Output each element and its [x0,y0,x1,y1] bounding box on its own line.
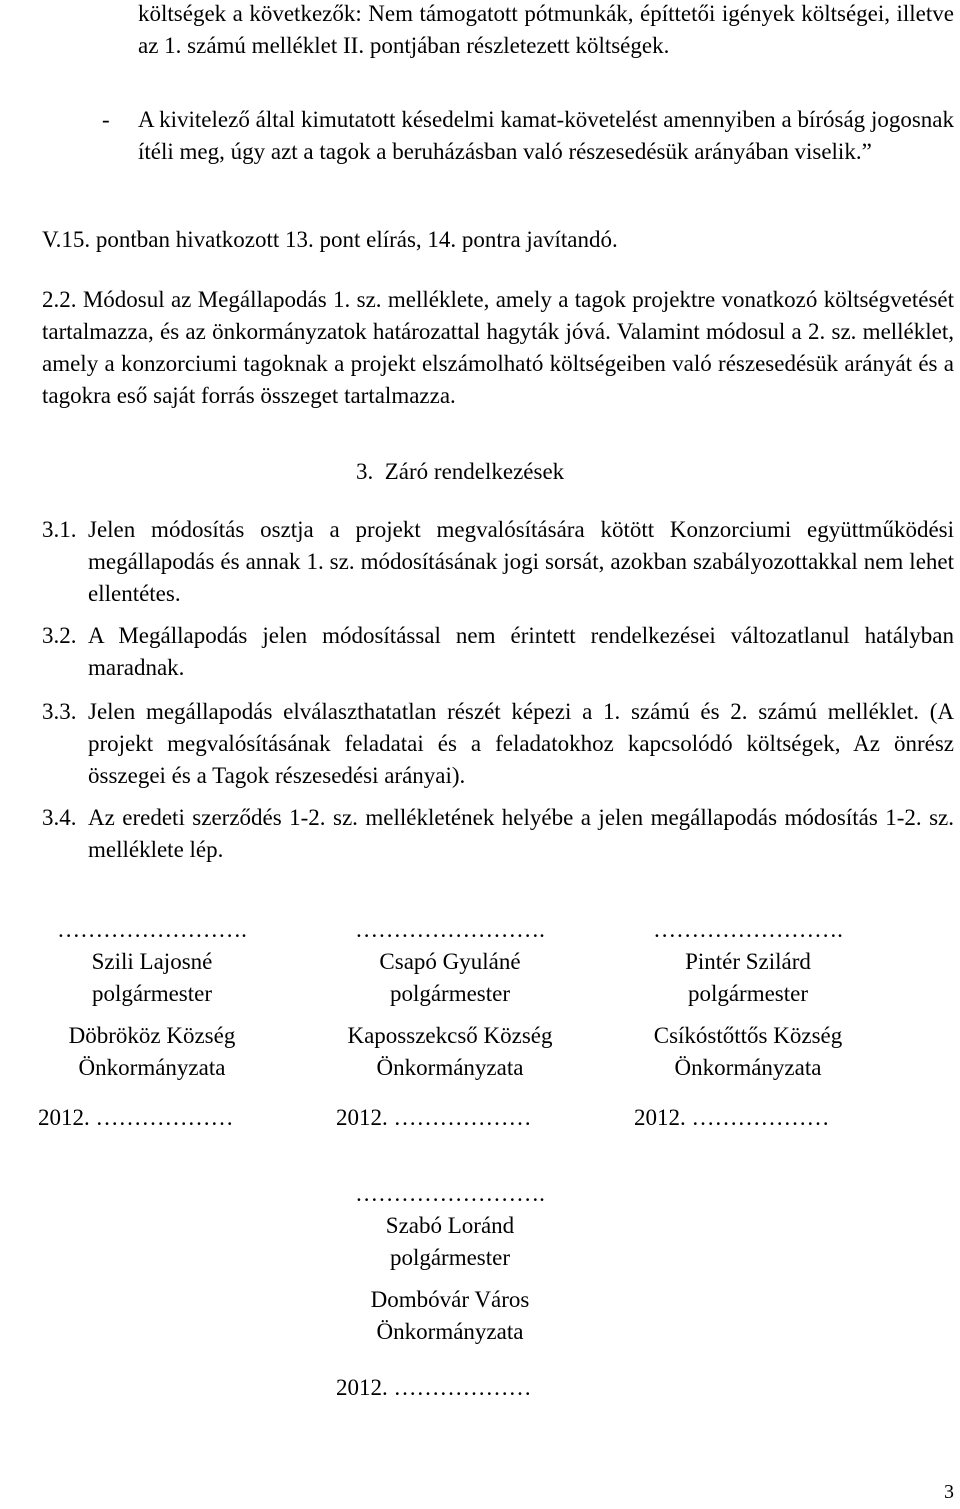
clause-3-4 [0,802,960,862]
signatory-title: polgármester [389,981,511,1006]
clause-number: 3.1. [42,517,77,542]
signatory-org-suffix: Önkormányzata [376,1055,524,1080]
signature-line: ……………………. [57,917,247,942]
signatory-org-suffix: Önkormányzata [674,1055,822,1080]
clause-number: 3.4. [42,805,77,830]
signatory-title: polgármester [91,981,213,1006]
section-2-2-paragraph: 2.2. Módosul az Megállapodás 1. sz. melléklete, amely a tagok projektre vonatkozó költségvetését tartalmazza, és az önkormányzatok határozattal hagyták jóvá. Valamint módosul a 2. sz. melléklet, amely a konzorciumi tagoknak a projekt elszámolható költségeiben való részesedésük arányát és a tagokra eső saját forrás összeget tartalmazza. [42,287,954,408]
signatory-org: Csíkóstőttős Község [653,1023,843,1048]
signatory-title: polgármester [687,981,809,1006]
signature-line: ……………………. [653,917,843,942]
signature-line: ……………………. [355,1181,545,1206]
signature-block-csikostottos [598,914,898,1084]
bullet-dash: - [102,107,110,132]
clause-number: 3.2. [42,623,77,648]
clause-text: Az eredeti szerződés 1-2. sz. mellékletének helyébe a jelen megállapodás módosítás 1-2. sz. melléklete lép. [88,805,954,862]
signatory-org: Kaposszekcső Község [347,1023,553,1048]
clause-3-3 [0,696,960,788]
signatory-org-suffix: Önkormányzata [78,1055,226,1080]
signature-block-kaposszekcso [300,914,600,1084]
page-number: 3 [944,1481,954,1503]
signatory-name: Szabó Loránd [385,1213,515,1238]
correction-line: V.15. pontban hivatkozott 13. pont elírás, 14. pontra javítandó. [42,227,618,252]
clause-3-2 [0,620,960,680]
clause-text: Jelen módosítás osztja a projekt megvalósítására kötött Konzorciumi együttműködési megállapodás és annak 1. sz. módosításának jogi sorsát, azokban szabályozottakkal nem lehet ellentétes. [88,517,954,606]
signatory-name: Pintér Szilárd [685,949,811,974]
clause-text: Jelen megállapodás elválaszthatatlan részét képezi a 1. számú és 2. számú melléklet. (A projekt megvalósításának feladatai és a feladatokhoz kapcsolódó költségek, Az önrész összegei és a Tagok részesedési arányai). [88,699,954,788]
clause-3-1 [0,514,960,606]
date-line: 2012. ……………… [38,1105,234,1130]
clause-number: 3.3. [42,699,77,724]
signatory-name: Csapó Gyuláné [379,949,521,974]
signature-line: ……………………. [355,917,545,942]
clause-text: A Megállapodás jelen módosítással nem érintett rendelkezései változatlanul hatályban maradnak. [88,623,954,680]
signature-block-dobrokoz [2,914,302,1084]
section-heading: 3. Záró rendelkezések [356,459,565,484]
date-line: 2012. ……………… [634,1105,830,1130]
signatory-org: Döbrököz Község [68,1023,236,1048]
signatory-name: Szili Lajosné [91,949,213,974]
signatory-title: polgármester [389,1245,511,1270]
date-line: 2012. ……………… [336,1375,532,1400]
intro-paragraph: költségek a következők: Nem támogatott pótmunkák, építtetői igények költségei, illetve az 1. számú melléklet II. pontjában részletezett költségek. [138,1,954,58]
signatory-org: Dombóvár Város [370,1287,530,1312]
date-line: 2012. ……………… [336,1105,532,1130]
signatory-org-suffix: Önkormányzata [376,1319,524,1344]
bullet-paragraph: A kivitelező által kimutatott késedelmi kamat-követelést amennyiben a bíróság jogosnak ítéli meg, úgy azt a tagok a beruházásban való részesedésük arányában viselik.” [138,107,954,164]
signature-block-dombovar [300,1178,600,1348]
